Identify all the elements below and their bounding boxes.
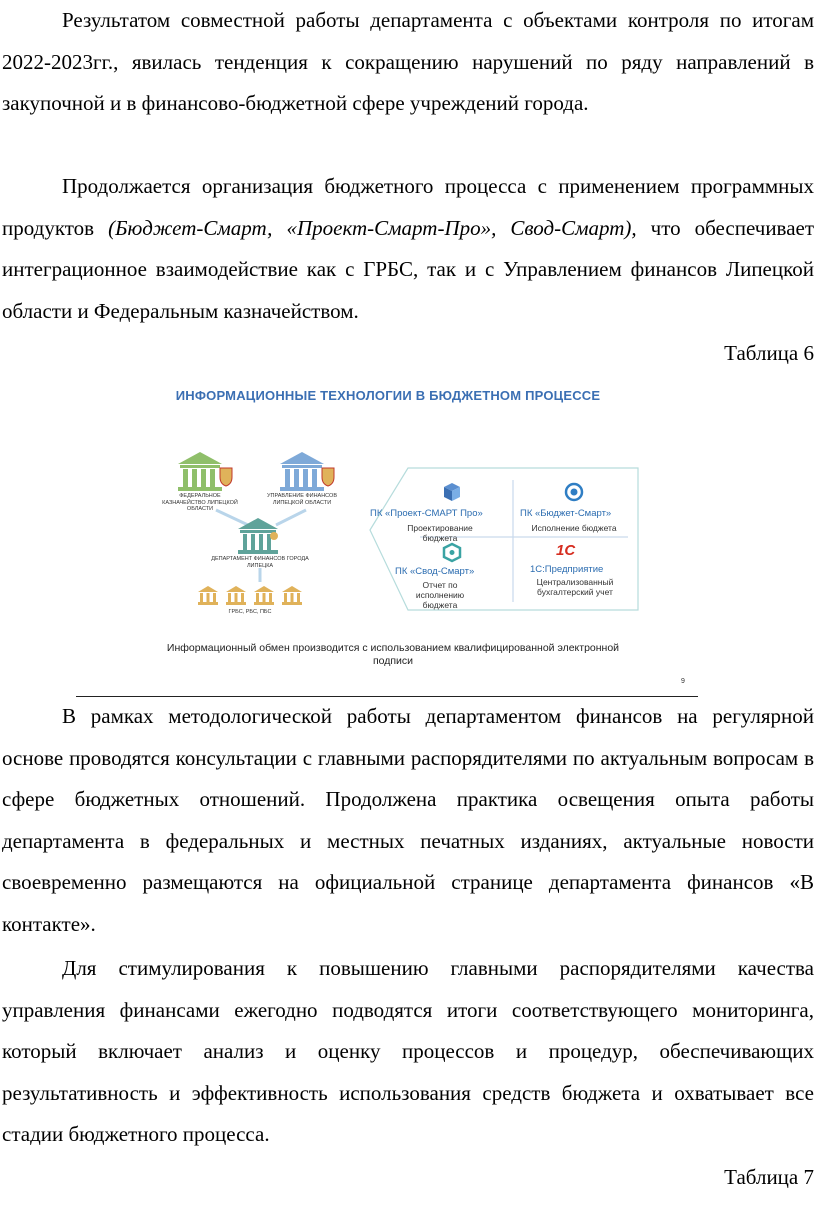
figure-caption: Информационный обмен производится с использованием квалифицированной электронной подписи (166, 642, 620, 667)
figure-page-number: 9 (681, 678, 685, 685)
grbs-label: ГРБС, РБС, ПБС (228, 609, 272, 615)
product-2-name: ПК «Бюджет-Смарт» (520, 508, 612, 519)
regional-arms-icon (322, 468, 334, 486)
product-3-desc: Отчет по исполнению бюджета (415, 580, 465, 610)
product-3-name: ПК «Свод-Смарт» (395, 566, 475, 577)
software-names: (Бюджет-Смарт, «Проект-Смарт-Про», Свод-Смарт), (108, 215, 637, 240)
grbs-buildings-icon (198, 586, 302, 605)
figure-title: ИНФОРМАЦИОННЫЕ ТЕХНОЛОГИИ В БЮДЖЕТНОМ ПРОЦЕССЕ (175, 388, 601, 403)
table-7-label: Таблица 7 (724, 1165, 814, 1189)
table-6-label: Таблица 6 (724, 341, 814, 365)
budget-smart-icon (566, 484, 582, 500)
treasury-label: ФЕДЕРАЛЬНОЕ КАЗНАЧЕЙСТВО ЛИПЕЦКОЙ ОБЛАСТИ (162, 493, 238, 512)
paragraph-monitoring: Для стимулирования к повышению главными распорядителями качества управления финансами ежегодно подводятся итоги соответствующего мониторинга, который включает анализ и оценку процессов и процедур, обеспечивающих результативность и эффективность использования средств бюджета и охватывает все стадии бюджетного процесса. (2, 956, 814, 1146)
coat-of-arms-icon (220, 468, 232, 486)
paragraph-results: Результатом совместной работы департамента с объектами контроля по итогам 2022-2023гг., явилась тенденция к сокращению нарушений по ряду направлений в закупочной и в финансово-бюджетной сфере учреждений города. (2, 8, 814, 115)
product-4-desc: Централизованный бухгалтерский учет (536, 577, 614, 597)
department-label: ДЕПАРТАМЕНТ ФИНАНСОВ ГОРОДА ЛИПЕЦКА (211, 556, 309, 569)
paragraph-methodology: В рамках методологической работы департаментом финансов на регулярной основе проводятся консультации с главными распорядителями по актуальным вопросам в сфере бюджетных отношений. Продолжена практика освещения опыта работы департамента в федеральных и местных печатных изданиях, актуальные новости своевременно размещаются на официальной странице департамента финансов «В контакте». (2, 704, 814, 936)
it-budget-figure (138, 380, 698, 700)
product-1-desc: Проектирование бюджета (407, 523, 473, 543)
department-emblem-icon (270, 532, 278, 540)
product-2-desc: Исполнение бюджета (531, 523, 617, 533)
svod-smart-icon (444, 544, 460, 561)
product-1-name: ПК «Проект-СМАРТ Про» (370, 508, 483, 519)
treasury-building-icon (178, 452, 222, 491)
regional-finance-label: УПРАВЛЕНИЕ ФИНАНСОВ ЛИПЕЦКОЙ ОБЛАСТИ (267, 493, 337, 506)
product-4-name: 1С:Предприятие (530, 564, 604, 575)
regional-finance-building-icon (280, 452, 324, 491)
paragraph-software: Продолжается организация бюджетного процесса с применением программных продуктов (Бюджет-Смарт, «Проект-Смарт-Про», Свод-Смарт), что обеспечивает интеграционное взаимодействие как с ГРБС, так и с Управлением финансов Липецкой области и Федеральным казначейством. (2, 174, 815, 323)
proekt-smart-icon (444, 483, 460, 501)
onec-logo-icon: 1С (556, 542, 576, 559)
